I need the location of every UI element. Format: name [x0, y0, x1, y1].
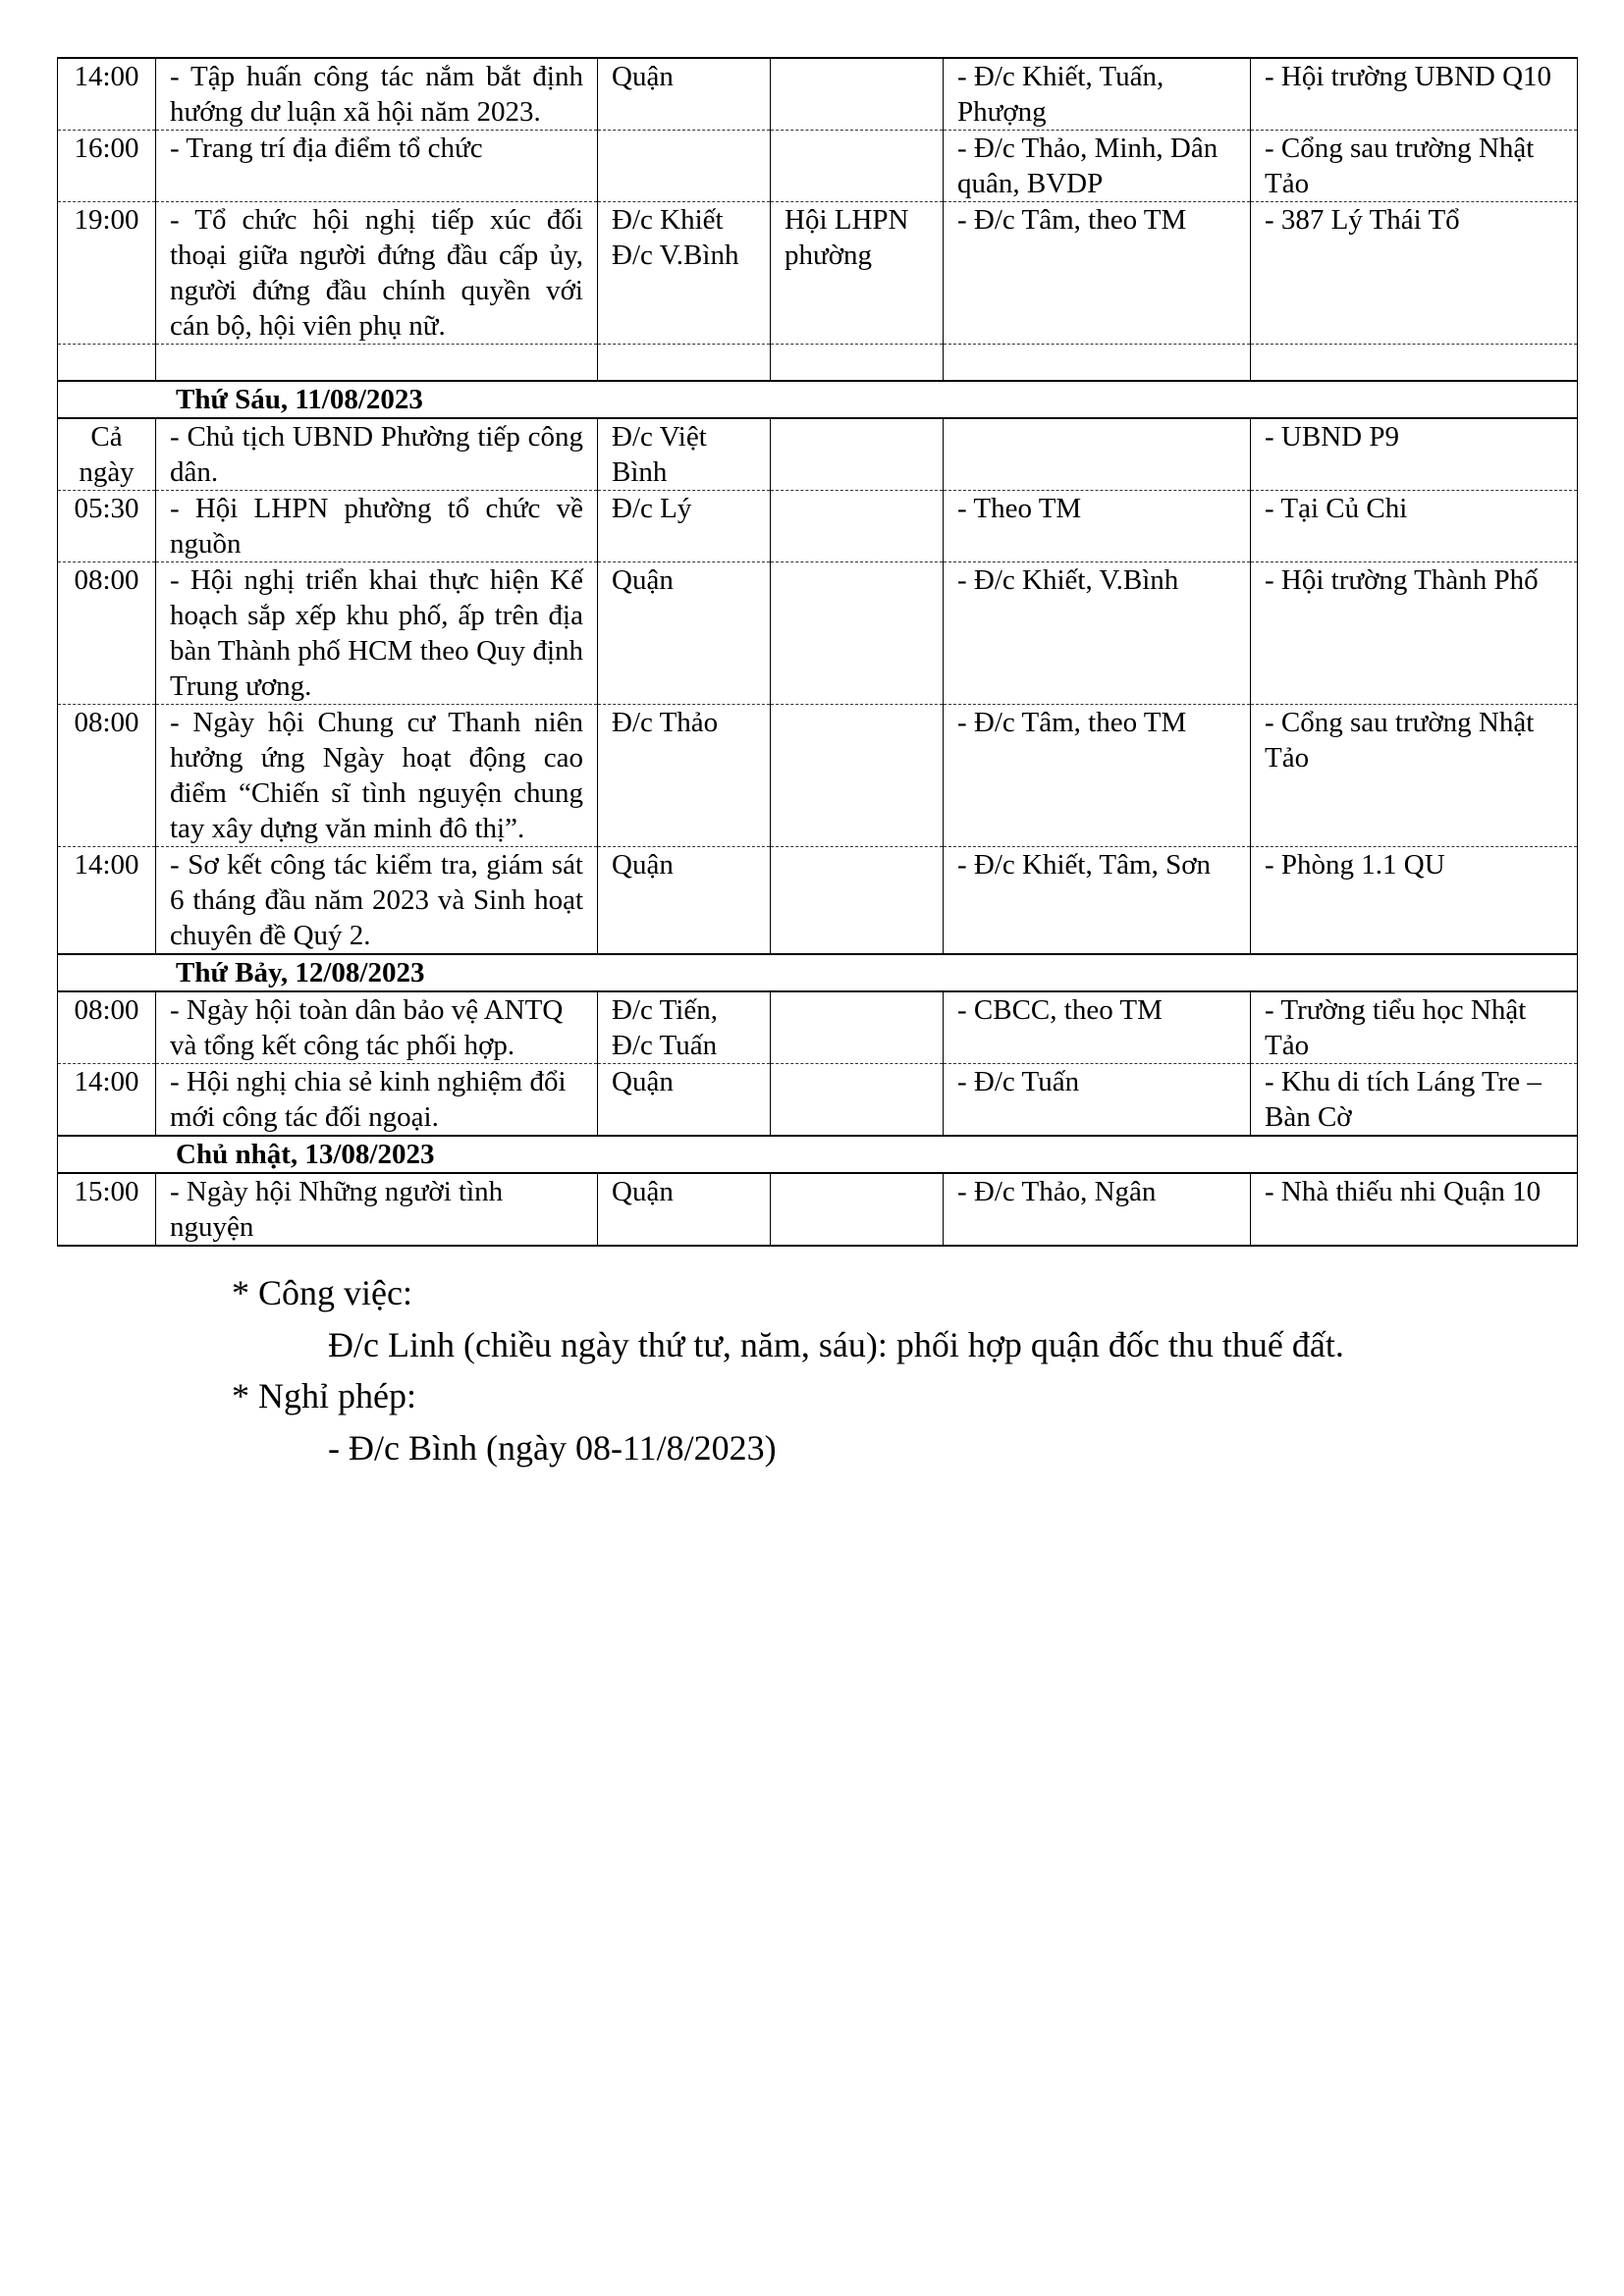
time-cell: 14:00 [58, 58, 156, 131]
schedule-row [58, 202, 1578, 345]
blank-cell [598, 345, 771, 382]
org-cell [771, 131, 944, 202]
content-cell: - Hội nghị triển khai thực hiện Kế hoạch sắp xếp khu phố, ấp trên địa bàn Thành phố HCM theo Quy định Trung ương. [156, 562, 598, 705]
schedule-row [58, 847, 1578, 955]
org-cell [771, 491, 944, 562]
lead-cell: Đ/c Lý [598, 491, 771, 562]
blank-cell [156, 345, 598, 382]
time-cell: 14:00 [58, 847, 156, 955]
org-cell: Hội LHPN phường [771, 202, 944, 345]
location-cell: - Phòng 1.1 QU [1251, 847, 1578, 955]
org-cell [771, 991, 944, 1064]
lead-cell: Đ/c Tiến, Đ/c Tuấn [598, 991, 771, 1064]
time-cell: 16:00 [58, 131, 156, 202]
org-cell [771, 705, 944, 847]
time-cell: 08:00 [58, 562, 156, 705]
lead-cell: Đ/c Khiết Đ/c V.Bình [598, 202, 771, 345]
time-cell: 08:00 [58, 991, 156, 1064]
lead-cell: Đ/c Việt Bình [598, 418, 771, 491]
org-cell [771, 1064, 944, 1137]
content-cell: - Trang trí địa điểm tổ chức [156, 131, 598, 202]
blank-row [58, 345, 1578, 382]
lead-cell: Quận [598, 562, 771, 705]
location-cell: - Hội trường Thành Phố [1251, 562, 1578, 705]
participants-cell: - Đ/c Tâm, theo TM [944, 705, 1251, 847]
lead-cell: Quận [598, 1064, 771, 1137]
leave-heading: * Nghỉ phép: [232, 1376, 416, 1415]
participants-cell [944, 418, 1251, 491]
schedule-row [58, 418, 1578, 491]
content-cell: - Hội LHPN phường tổ chức về nguồn [156, 491, 598, 562]
org-cell [771, 562, 944, 705]
time-cell: 05:30 [58, 491, 156, 562]
work-text: Đ/c Linh (chiều ngày thứ tư, năm, sáu): phối hợp quận đốc thu thuế đất. [328, 1325, 1344, 1364]
blank-cell [944, 345, 1251, 382]
day-header-row [58, 954, 1578, 991]
participants-cell: - Đ/c Khiết, V.Bình [944, 562, 1251, 705]
day-header: Thứ Bảy, 12/08/2023 [58, 954, 1578, 991]
time-cell: 08:00 [58, 705, 156, 847]
content-cell: - Ngày hội toàn dân bảo vệ ANTQ và tổng kết công tác phối hợp. [156, 991, 598, 1064]
content-cell: - Ngày hội Chung cư Thanh niên hưởng ứng Ngày hoạt động cao điểm “Chiến sĩ tình nguyện chung tay xây dựng văn minh đô thị”. [156, 705, 598, 847]
schedule-row [58, 705, 1578, 847]
content-cell: - Tập huấn công tác nắm bắt định hướng dư luận xã hội năm 2023. [156, 58, 598, 131]
schedule-row [58, 991, 1578, 1064]
work-heading: * Công việc: [232, 1273, 412, 1312]
blank-cell [1251, 345, 1578, 382]
location-cell: - Cổng sau trường Nhật Tảo [1251, 705, 1578, 847]
lead-cell: Quận [598, 58, 771, 131]
location-cell: - UBND P9 [1251, 418, 1578, 491]
location-cell: - Cổng sau trường Nhật Tảo [1251, 131, 1578, 202]
schedule-row [58, 1064, 1578, 1137]
day-header: Chủ nhật, 13/08/2023 [58, 1136, 1578, 1173]
participants-cell: - Đ/c Khiết, Tâm, Sơn [944, 847, 1251, 955]
participants-cell: - Đ/c Tâm, theo TM [944, 202, 1251, 345]
participants-cell: - Đ/c Thảo, Minh, Dân quân, BVDP [944, 131, 1251, 202]
participants-cell: - Đ/c Thảo, Ngân [944, 1173, 1251, 1246]
blank-cell [58, 345, 156, 382]
schedule-row [58, 1173, 1578, 1246]
time-cell: Cả ngày [58, 418, 156, 491]
location-cell: - Hội trường UBND Q10 [1251, 58, 1578, 131]
lead-cell [598, 131, 771, 202]
schedule-row [58, 58, 1578, 131]
day-header: Thứ Sáu, 11/08/2023 [58, 381, 1578, 418]
schedule-body [58, 58, 1578, 1246]
content-cell: - Hội nghị chia sẻ kinh nghiệm đổi mới công tác đối ngoại. [156, 1064, 598, 1137]
day-header-row [58, 381, 1578, 418]
org-cell [771, 847, 944, 955]
location-cell: - Nhà thiếu nhi Quận 10 [1251, 1173, 1578, 1246]
participants-cell: - Đ/c Tuấn [944, 1064, 1251, 1137]
content-cell: - Ngày hội Những người tình nguyện [156, 1173, 598, 1246]
blank-cell [771, 345, 944, 382]
participants-cell: - CBCC, theo TM [944, 991, 1251, 1064]
lead-cell: Quận [598, 1173, 771, 1246]
content-cell: - Sơ kết công tác kiểm tra, giám sát 6 tháng đầu năm 2023 và Sinh hoạt chuyên đề Quý 2. [156, 847, 598, 955]
content-cell: - Tổ chức hội nghị tiếp xúc đối thoại giữa người đứng đầu cấp ủy, người đứng đầu chính quyền với cán bộ, hội viên phụ nữ. [156, 202, 598, 345]
leave-text: - Đ/c Bình (ngày 08-11/8/2023) [328, 1428, 777, 1468]
schedule-row [58, 131, 1578, 202]
day-header-row [58, 1136, 1578, 1173]
schedule-row [58, 491, 1578, 562]
org-cell [771, 1173, 944, 1246]
participants-cell: - Đ/c Khiết, Tuấn, Phượng [944, 58, 1251, 131]
lead-cell: Quận [598, 847, 771, 955]
time-cell: 15:00 [58, 1173, 156, 1246]
location-cell: - Trường tiểu học Nhật Tảo [1251, 991, 1578, 1064]
schedule-table [57, 57, 1578, 1247]
location-cell: - Tại Củ Chi [1251, 491, 1578, 562]
lead-cell: Đ/c Thảo [598, 705, 771, 847]
time-cell: 14:00 [58, 1064, 156, 1137]
time-cell: 19:00 [58, 202, 156, 345]
schedule-row [58, 562, 1578, 705]
participants-cell: - Theo TM [944, 491, 1251, 562]
location-cell: - Khu di tích Láng Tre – Bàn Cờ [1251, 1064, 1578, 1137]
content-cell: - Chủ tịch UBND Phường tiếp công dân. [156, 418, 598, 491]
org-cell [771, 58, 944, 131]
org-cell [771, 418, 944, 491]
location-cell: - 387 Lý Thái Tổ [1251, 202, 1578, 345]
